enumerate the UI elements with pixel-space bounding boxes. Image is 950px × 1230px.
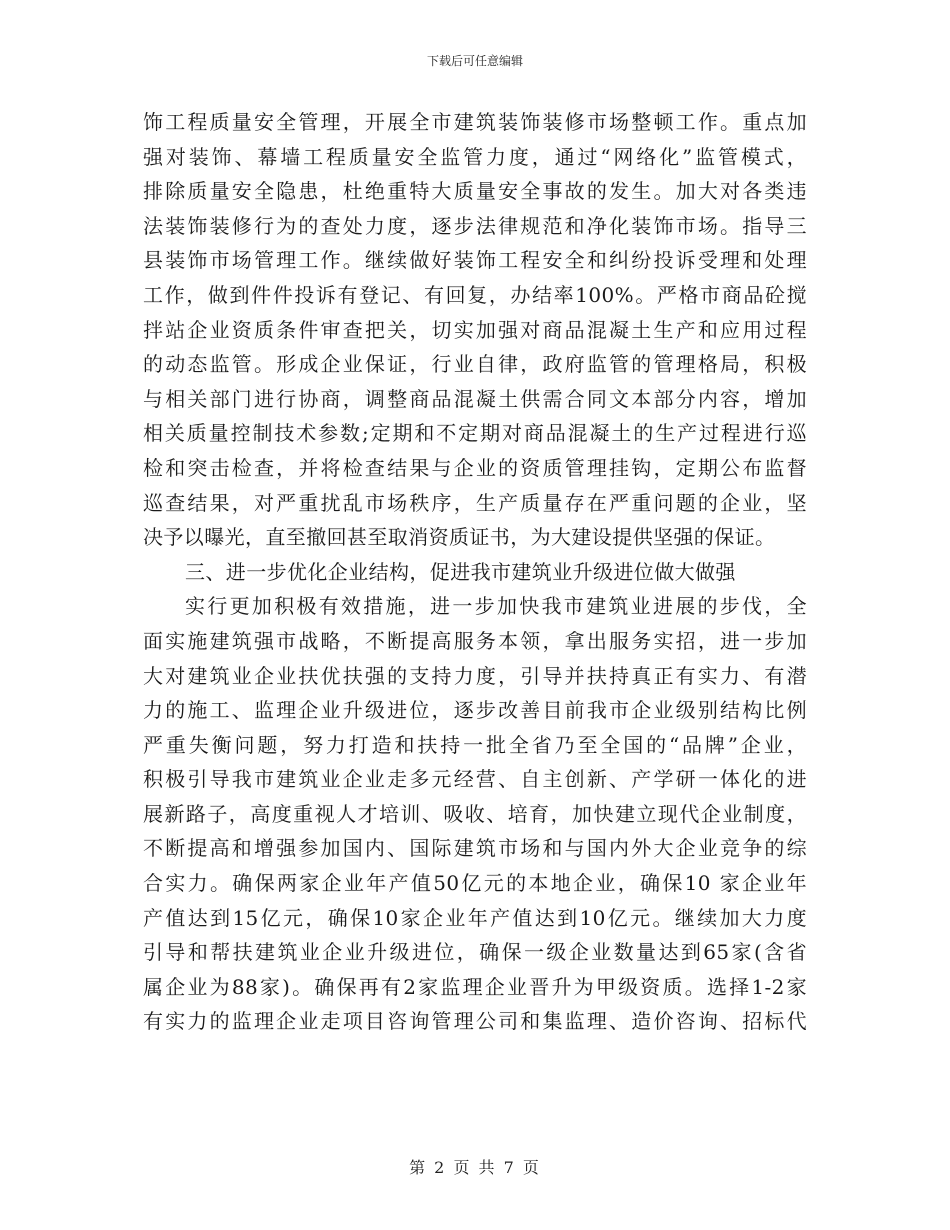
body-line: 力的施工、监理企业升级进位，逐步改善目前我市企业级别结构比例 (143, 698, 807, 723)
body-line: 实行更加积极有效措施，进一步加快我市建筑业进展的步伐，全 (185, 594, 807, 619)
body-line: 与相关部门进行协商，调整商品混凝土供需合同文本部分内容，增加 (143, 386, 807, 411)
body-line: 拌站企业资质条件审查把关，切实加强对商品混凝土生产和应用过程 (143, 317, 807, 342)
body-line: 饰工程质量安全管理，开展全市建筑装饰装修市场整顿工作。重点加 (143, 110, 807, 134)
document-body (143, 105, 807, 1039)
body-line: 的动态监管。形成企业保证，行业自律，政府监管的管理格局，积极 (143, 352, 807, 377)
body-line: 强对装饰、幕墙工程质量安全监管力度，通过“网络化”监管模式， (143, 144, 807, 169)
body-line: 引导和帮扶建筑业企业升级进位，确保一级企业数量达到65家(含省 (143, 940, 807, 965)
body-line: 相关质量控制技术参数;定期和不定期对商品混凝土的生产过程进行巡 (143, 421, 807, 446)
body-line: 县装饰市场管理工作。继续做好装饰工程安全和纠纷投诉受理和处理 (143, 248, 807, 273)
body-line: 工作，做到件件投诉有登记、有回复，办结率100%。严格市商品砼搅 (143, 282, 807, 307)
body-line: 检和突击检查，并将检查结果与企业的资质管理挂钩，定期公布监督 (143, 455, 807, 480)
body-line: 有实力的监理企业走项目咨询管理公司和集监理、造价咨询、招标代 (143, 1009, 807, 1034)
body-line: 不断提高和增强参加国内、国际建筑市场和与国内外大企业竞争的综 (143, 836, 807, 861)
body-line: 面实施建筑强市战略，不断提高服务本领，拿出服务实招，进一步加 (143, 628, 807, 653)
section-heading: 三、进一步优化企业结构，促进我市建筑业升级进位做大做强 (185, 559, 736, 584)
body-line: 严重失衡问题，努力打造和扶持一批全省乃至全国的“品牌”企业， (143, 732, 807, 757)
body-line: 排除质量安全隐患，杜绝重特大质量安全事故的发生。加大对各类违 (143, 179, 807, 204)
page-footer: 第 2 页 共 7 页 (409, 1158, 541, 1177)
body-line: 产值达到15亿元，确保10家企业年产值达到10亿元。继续加大力度 (143, 905, 807, 930)
body-line: 大对建筑业企业扶优扶强的支持力度，引导并扶持真正有实力、有潜 (143, 663, 807, 688)
body-line: 展新路子，高度重视人才培训、吸收、培育，加快建立现代企业制度， (143, 801, 807, 826)
body-line: 属企业为88家)。确保再有2家监理企业晋升为甲级资质。选择1-2家 (143, 974, 807, 999)
body-line: 决予以曝光，直至撤回甚至取消资质证书，为大建设提供坚强的保证。 (143, 525, 776, 550)
body-line: 法装饰装修行为的查处力度，逐步法律规范和净化装饰市场。指导三 (143, 213, 807, 238)
page-header: 下载后可任意编辑 (426, 54, 523, 68)
body-line: 合实力。确保两家企业年产值50亿元的本地企业，确保10 家企业年 (143, 871, 807, 896)
body-line: 积极引导我市建筑业企业走多元经营、自主创新、产学研一体化的进 (143, 767, 807, 792)
body-line: 巡查结果，对严重扰乱市场秩序，生产质量存在严重问题的企业，坚 (143, 490, 807, 515)
